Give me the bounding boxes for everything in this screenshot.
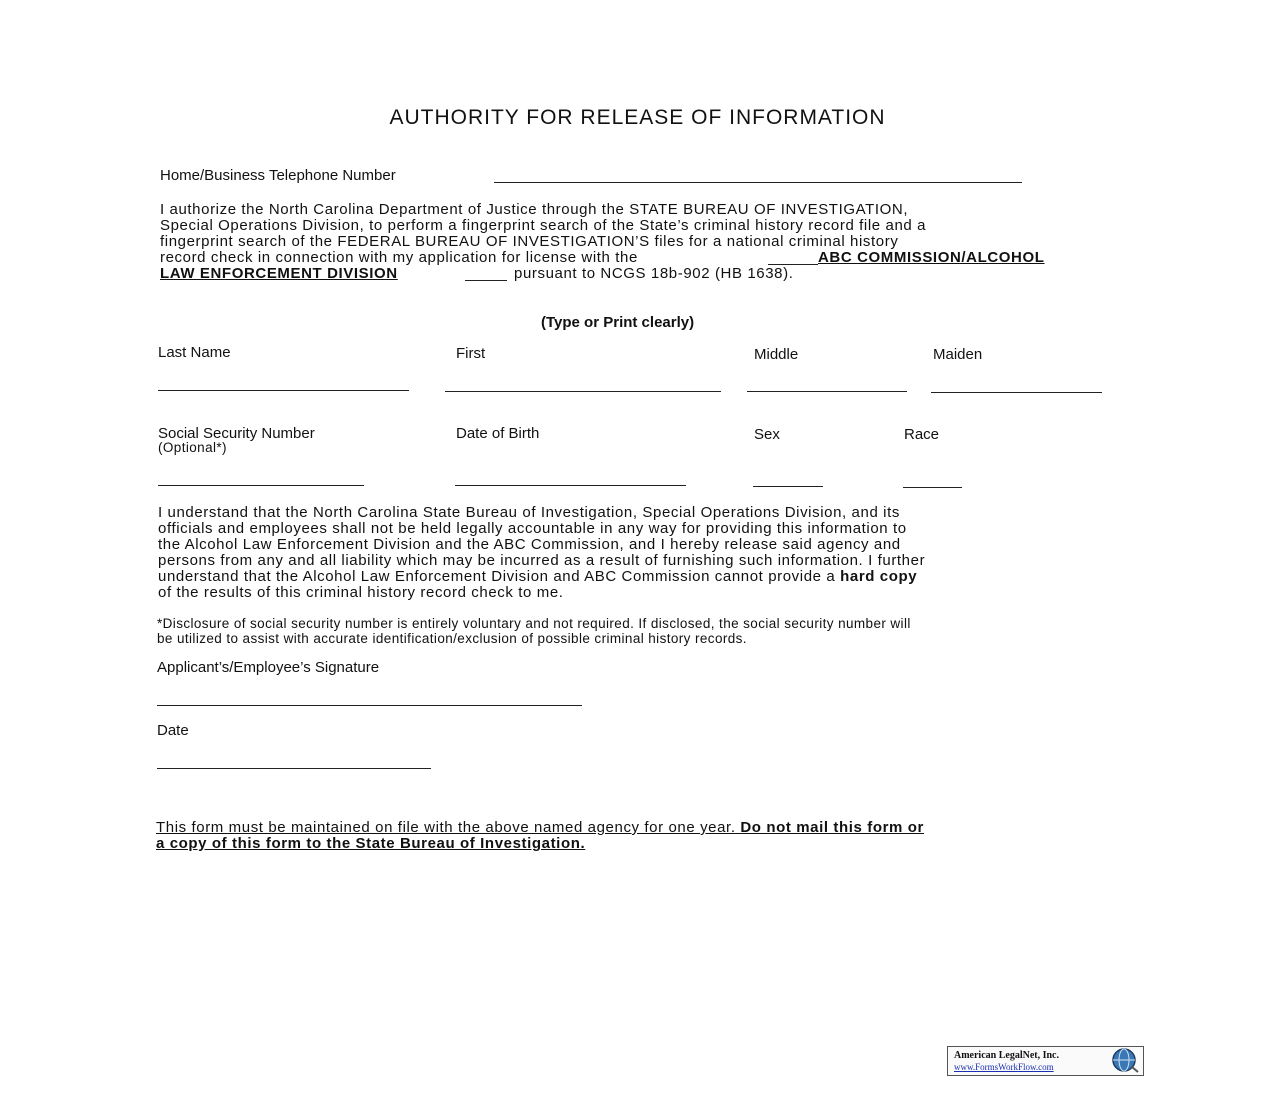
footer-notice-bold: Do not mail this form or bbox=[740, 819, 924, 836]
agency-underline-trail bbox=[465, 280, 507, 281]
logo-url-link[interactable]: www.FormsWorkFlow.com bbox=[954, 1062, 1054, 1072]
agency-name-line-2: LAW ENFORCEMENT DIVISION bbox=[160, 265, 398, 282]
date-label: Date bbox=[157, 722, 189, 739]
globe-icon bbox=[1108, 1047, 1140, 1073]
understand-line-2: officials and employees shall not be held legally accountable in any way for providing this information to bbox=[158, 520, 907, 537]
understand-line-5-text: understand that the Alcohol Law Enforcement Division and ABC Commission cannot provide a bbox=[158, 568, 836, 585]
disclosure-line-2: be utilized to assist with accurate identification/exclusion of possible criminal history records. bbox=[157, 631, 747, 646]
disclosure-line-1: *Disclosure of social security number is entirely voluntary and not required. If disclosed, the social security number will bbox=[157, 616, 911, 631]
ssn-label: Social Security Number bbox=[158, 425, 315, 442]
date-line[interactable] bbox=[157, 768, 431, 769]
authorize-line-1: I authorize the North Carolina Department of Justice through the STATE BUREAU OF INVESTIGATION, bbox=[160, 201, 909, 218]
last-name-line[interactable] bbox=[158, 390, 409, 391]
authorize-line-3: fingerprint search of the FEDERAL BUREAU OF INVESTIGATION’S files for a national criminal history bbox=[160, 233, 899, 250]
type-print-note: (Type or Print clearly) bbox=[541, 314, 695, 331]
middle-name-line[interactable] bbox=[747, 391, 907, 392]
ssn-optional-note: (Optional*) bbox=[158, 440, 227, 455]
understand-line-4: persons from any and all liability which may be incurred as a result of furnishing such information. I further bbox=[158, 552, 926, 569]
sex-label: Sex bbox=[754, 426, 780, 443]
logo-company-name: American LegalNet, Inc. bbox=[954, 1050, 1059, 1061]
understand-line-6: of the results of this criminal history record check to me. bbox=[158, 584, 564, 601]
maiden-name-label: Maiden bbox=[933, 346, 983, 363]
dob-line[interactable] bbox=[455, 485, 686, 486]
dob-label: Date of Birth bbox=[456, 425, 540, 442]
understand-line-5 bbox=[158, 569, 917, 585]
phone-line[interactable] bbox=[494, 182, 1022, 183]
signature-label: Applicant’s/Employee’s Signature bbox=[157, 659, 380, 676]
form-title: AUTHORITY FOR RELEASE OF INFORMATION bbox=[389, 106, 886, 129]
authorize-line-5: pursuant to NCGS 18b-902 (HB 1638). bbox=[514, 265, 794, 282]
agency-name-line-1: ABC COMMISSION/ALCOHOL bbox=[818, 249, 1045, 266]
middle-name-label: Middle bbox=[754, 346, 799, 363]
footer-notice-text: This form must be maintained on file with the above named agency for one year. bbox=[156, 819, 736, 836]
race-line[interactable] bbox=[903, 487, 962, 488]
hard-copy-emphasis: hard copy bbox=[840, 568, 918, 585]
authorize-line-4: record check in connection with my application for license with the bbox=[160, 249, 638, 266]
race-label: Race bbox=[904, 426, 940, 443]
understand-line-3: the Alcohol Law Enforcement Division and the ABC Commission, and I hereby release said agency and bbox=[158, 536, 901, 553]
footer-notice-line-2: a copy of this form to the State Bureau of Investigation. bbox=[156, 835, 586, 852]
last-name-label: Last Name bbox=[158, 344, 231, 361]
sex-line[interactable] bbox=[753, 486, 823, 487]
first-name-label: First bbox=[456, 345, 486, 362]
ssn-line[interactable] bbox=[158, 485, 364, 486]
maiden-name-line[interactable] bbox=[931, 392, 1102, 393]
first-name-line[interactable] bbox=[445, 391, 721, 392]
phone-label: Home/Business Telephone Number bbox=[160, 167, 396, 184]
footer-notice-line-1 bbox=[156, 820, 924, 836]
authorize-line-2: Special Operations Division, to perform a fingerprint search of the State’s criminal history record file and a bbox=[160, 217, 927, 234]
understand-line-1: I understand that the North Carolina State Bureau of Investigation, Special Operations Division, and its bbox=[158, 504, 900, 521]
signature-line[interactable] bbox=[157, 705, 582, 706]
